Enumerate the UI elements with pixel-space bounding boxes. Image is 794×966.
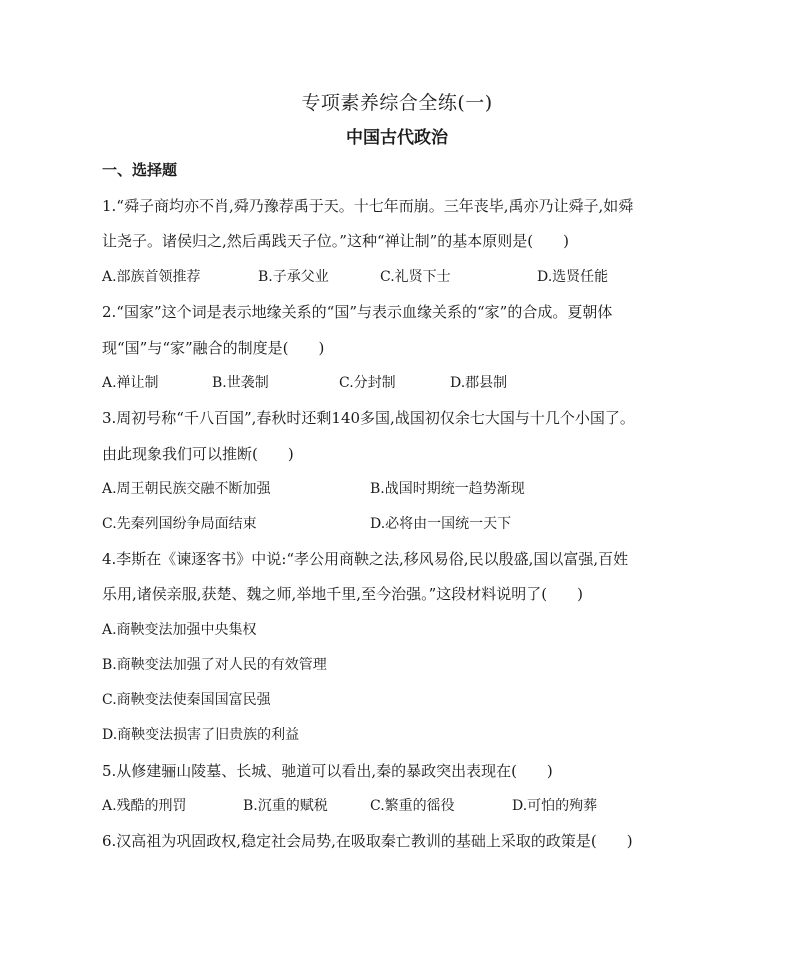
- question-2-option-d: D.郡县制: [450, 375, 508, 391]
- question-2-line-2: 现“国”与“家”融合的制度是( ): [102, 339, 325, 357]
- question-3-option-c: C.先秦列国纷争局面结束: [102, 516, 257, 532]
- page-subtitle: 中国古代政治: [346, 128, 448, 148]
- question-5-option-b: B.沉重的赋税: [243, 798, 328, 814]
- question-3-option-d: D.必将由一国统一天下: [370, 516, 512, 532]
- question-2-line-1: 2.“国家”这个词是表示地缘关系的“国”与表示血缘关系的“家”的合成。夏朝体: [102, 303, 613, 321]
- question-4-option-d: D.商鞅变法损害了旧贵族的利益: [102, 727, 300, 743]
- question-3-option-a: A.周王朝民族交融不断加强: [102, 481, 271, 497]
- question-5-option-c: C.繁重的徭役: [370, 798, 455, 814]
- question-5-option-d: D.可怕的殉葬: [512, 798, 598, 814]
- question-3-option-b: B.战国时期统一趋势渐现: [370, 481, 525, 497]
- section-heading: 一、选择题: [102, 161, 178, 179]
- question-2-option-a: A.禅让制: [102, 375, 159, 391]
- question-5-line-1: 5.从修建骊山陵墓、长城、驰道可以看出,秦的暴政突出表现在( ): [102, 762, 553, 780]
- question-6-line-1: 6.汉高祖为巩固政权,稳定社会局势,在吸取秦亡教训的基础上采取的政策是( ): [102, 832, 633, 850]
- question-4-option-a: A.商鞅变法加强中央集权: [102, 622, 257, 638]
- question-4-line-1: 4.李斯在《谏逐客书》中说:“孝公用商鞅之法,移风易俗,民以殷盛,国以富强,百姓: [102, 550, 629, 568]
- question-2-option-b: B.世袭制: [212, 375, 269, 391]
- question-4-line-2: 乐用,诸侯亲服,获楚、魏之师,举地千里,至今治强。”这段材料说明了( ): [102, 585, 583, 603]
- question-4-option-b: B.商鞅变法加强了对人民的有效管理: [102, 657, 327, 673]
- question-1-option-d: D.选贤任能: [537, 269, 609, 285]
- question-4-option-c: C.商鞅变法使秦国国富民强: [102, 692, 271, 708]
- page-title: 专项素养综合全练(一): [301, 92, 493, 114]
- question-5-option-a: A.残酷的刑罚: [102, 798, 187, 814]
- question-3-line-2: 由此现象我们可以推断( ): [102, 445, 294, 463]
- question-2-option-c: C.分封制: [339, 375, 396, 391]
- question-1-option-a: A.部族首领推荐: [102, 269, 201, 285]
- question-1-option-c: C.礼贤下士: [380, 269, 451, 285]
- question-3-line-1: 3.周初号称“千八百国”,春秋时还剩140多国,战国初仅余七大国与十几个小国了。: [102, 409, 635, 427]
- question-1-option-b: B.子承父业: [258, 269, 329, 285]
- question-1-line-2: 让尧子。诸侯归之,然后禹践天子位。”这种“禅让制”的基本原则是( ): [102, 232, 569, 250]
- question-1-line-1: 1.“舜子商均亦不肖,舜乃豫荐禹于天。十七年而崩。三年丧毕,禹亦乃让舜子,如舜: [102, 197, 634, 215]
